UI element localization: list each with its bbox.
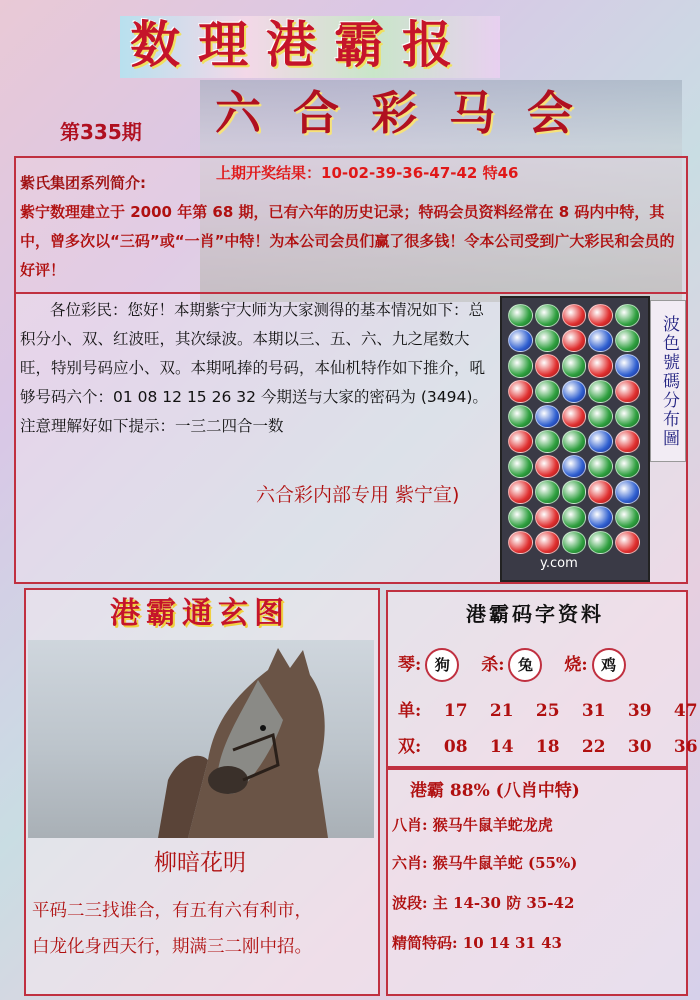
qi-zodiac: 兔 [508,648,542,682]
dan-number: 39 [627,701,652,721]
lottery-ball [615,430,640,453]
prediction-box [386,768,688,996]
shuang-number: 14 [489,737,514,757]
lottery-ball [615,531,640,554]
lottery-ball [535,455,560,478]
jingjian-label: 精简特码: [392,934,458,952]
color-distribution-title: 波色號碼分布圖 [650,300,686,462]
baxiao-row [392,814,553,835]
lottery-ball [615,329,640,352]
intro-label: 紫氏集团系列简介: [20,174,146,192]
lottery-ball [508,329,533,352]
lottery-ball [562,304,587,327]
lottery-ball [588,455,613,478]
qin-zodiac: 狗 [425,648,459,682]
dan-label: 单: [398,701,422,721]
lottery-ball [588,531,613,554]
shuang-label: 双: [398,737,422,757]
double-numbers-row [398,732,700,757]
dan-number: 31 [581,701,606,721]
lottery-ball [615,455,640,478]
lottery-ball [562,506,587,529]
lottery-ball [535,531,560,554]
lottery-ball [615,354,640,377]
announcement-text [20,296,498,441]
lottery-ball [562,405,587,428]
lottery-ball [562,531,587,554]
issue-number: 第335期 [60,120,142,144]
lottery-ball [508,304,533,327]
poem [32,893,376,965]
shu-label: 烧: [564,655,588,675]
ball-grid [508,304,640,554]
dan-number: 17 [443,701,468,721]
shuang-number: 18 [535,737,560,757]
qin-label: 琴: [398,655,422,675]
liuxiao-label: 六肖: [392,854,428,872]
sub-title: 六合彩马会 [215,86,605,140]
poem-title: 柳暗花明 [154,850,246,876]
lottery-ball [535,405,560,428]
lottery-ball [535,380,560,403]
poem-line-2: 白龙化身西天行，期满三二刚中招。 [32,937,312,957]
lottery-ball [508,506,533,529]
lottery-ball [562,480,587,503]
dan-number: 47 [673,701,698,721]
last-result: 上期开奖结果：10-02-39-36-47-42 特46 [216,164,519,182]
poem-line-1: 平码二三找谁合，有五有六有利市， [32,901,312,921]
jingjian-row [392,932,562,953]
lottery-ball [508,430,533,453]
lottery-ball [535,430,560,453]
lottery-ball [588,480,613,503]
intro-text: 紫宁数理建立于 2000 年第 68 期，已有六年的历史记录；特码会员资料经常在 8 码内中特，其中，曾多次以“三码”或“一肖”中特！为本公司会员们赢了很多钱！令本公司受到广大彩民和会员的好评！ [20,203,675,279]
shu-zodiac: 鸡 [592,648,626,682]
horse-icon [28,640,374,838]
lottery-ball [615,405,640,428]
lottery-ball [615,506,640,529]
lottery-ball [588,329,613,352]
lottery-ball [588,380,613,403]
dan-number: 21 [489,701,514,721]
main-title: 数理港霸报 [130,15,470,74]
lottery-ball [508,455,533,478]
dan-number: 25 [535,701,560,721]
shuang-number: 30 [627,737,652,757]
lottery-ball [508,480,533,503]
liuxiao-row [392,852,577,873]
lottery-ball [588,304,613,327]
single-numbers-row [398,696,700,721]
lottery-ball [615,304,640,327]
baxiao-label: 八肖: [392,816,428,834]
lottery-ball [562,354,587,377]
lottery-ball [588,430,613,453]
qi-label: 杀: [481,655,505,675]
lottery-ball [562,329,587,352]
lottery-ball [535,506,560,529]
lottery-ball [562,455,587,478]
jingjian-value: 10 14 31 43 [462,934,562,952]
internal-use-label: 六合彩内部专用 紫宁宣) [256,484,460,506]
boduan-row [392,892,574,913]
lottery-ball [535,480,560,503]
shuang-number: 08 [443,737,468,757]
mystic-chart-title: 港霸通玄图 [110,596,290,631]
boduan-label: 波段: [392,894,428,912]
code-data-title: 港霸码字资料 [466,602,604,626]
lottery-ball [615,480,640,503]
lottery-ball [535,329,560,352]
gangba-rate: 港霸 88% (八肖中特) [410,781,580,801]
lottery-ball [535,354,560,377]
lottery-ball [588,354,613,377]
announcement-body: 各位彩民：您好！本期紫宁大师为大家测得的基本情况如下：总积分小、双、红波旺，其次绿波。本期以三、五、六、九之尾数大旺，特别号码应小、双。本期吼捧的号码，本仙机特作如下推介，吼够号码六个：01 08 12 15 26 32 今期送与大家的密码为 (3494)。注意理解好如下提示：一三二四合一数 [20,301,488,435]
lottery-ball [615,380,640,403]
shuang-number: 36 [673,737,698,757]
dotcom-text: y.com [540,556,578,571]
lottery-ball [508,354,533,377]
lottery-ball [508,531,533,554]
shuang-number: 22 [581,737,606,757]
lottery-ball [588,405,613,428]
lottery-ball [562,430,587,453]
lottery-ball [562,380,587,403]
lottery-ball [508,380,533,403]
boduan-value: 主 14-30 防 35-42 [432,894,575,912]
baxiao-value: 猴马牛鼠羊蛇龙虎 [432,816,553,834]
horse-image [28,640,374,838]
liuxiao-value: 猴马牛鼠羊蛇 (55%) [432,854,578,872]
lottery-ball [588,506,613,529]
lottery-ball [508,405,533,428]
lottery-ball [535,304,560,327]
zodiac-row [398,648,630,682]
